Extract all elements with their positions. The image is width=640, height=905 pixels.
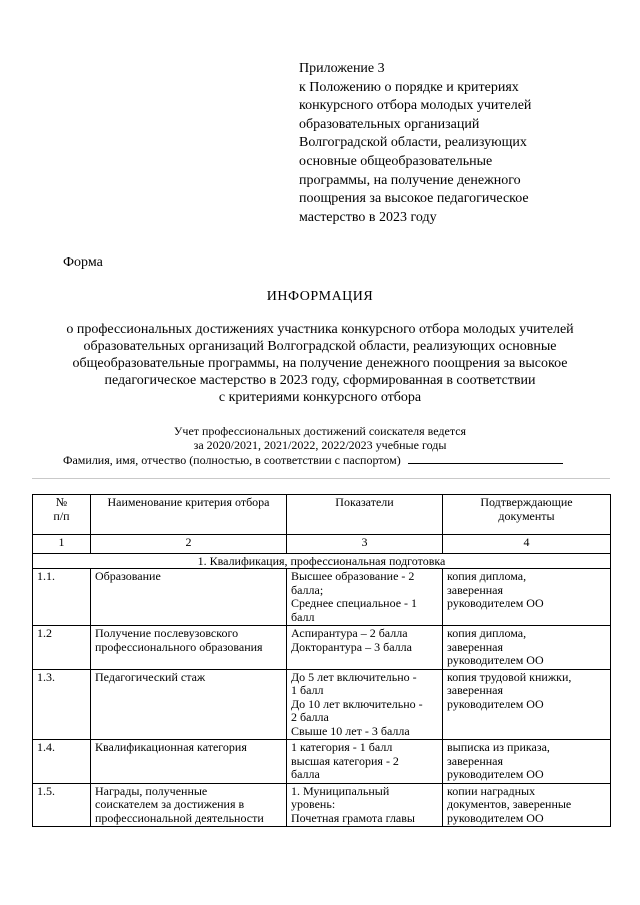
- column-number: 2: [91, 535, 287, 554]
- table-header-row: [33, 495, 611, 535]
- appendix-line: программы, на получение денежного: [299, 172, 521, 188]
- criterion-line: соискателем за достижения в: [95, 797, 245, 811]
- row-num: 1.3.: [33, 669, 91, 740]
- indicator-line: балла: [291, 767, 320, 781]
- appendix-line: мастерство в 2023 году: [299, 209, 437, 225]
- criterion-line: Педагогический стаж: [95, 669, 206, 684]
- subtitle-line: образовательных организаций Волгоградской области, реализующих основные: [83, 339, 557, 354]
- column-number: 1: [33, 535, 91, 554]
- appendix-line: Волгоградской области, реализующих: [299, 135, 527, 151]
- table-row: [33, 783, 611, 827]
- indicator-line: 1 категория - 1 балл: [291, 740, 393, 754]
- row-docs: [443, 569, 611, 626]
- separator-line: [32, 478, 610, 479]
- row-indicators: [287, 626, 443, 670]
- fio-label: Фамилия, имя, отчество (полностью, в соответствии с паспортом): [63, 453, 404, 467]
- row-docs: [443, 669, 611, 740]
- row-docs: [443, 626, 611, 670]
- header-name: Наименование критерия отбора: [91, 495, 287, 535]
- indicator-line: уровень:: [291, 797, 336, 811]
- section-title: 1. Квалификация, профессиональная подготовка: [33, 554, 611, 569]
- column-numbers-row: [33, 535, 611, 554]
- appendix-line: образовательных организаций: [299, 116, 480, 132]
- row-indicators: [287, 740, 443, 784]
- criterion-line: Награды, полученные: [95, 783, 208, 798]
- criterion-line: профессиональной деятельности: [95, 810, 264, 825]
- indicator-line: высшая категория - 2: [291, 753, 399, 768]
- docs-line: руководителем ОО: [447, 696, 544, 711]
- header-num-line: п/п: [53, 508, 70, 523]
- table-row: [33, 626, 611, 670]
- indicator-line: Докторантура – 3 балла: [291, 639, 412, 654]
- row-num: 1.4.: [33, 740, 91, 784]
- docs-line: руководителем ОО: [447, 653, 544, 667]
- appendix-block: [299, 60, 599, 227]
- appendix-line: Приложение 3: [299, 61, 385, 76]
- criterion-line: Образование: [95, 569, 161, 583]
- indicator-line: балл: [291, 609, 315, 624]
- note-line: Учет профессиональных достижений соискателя ведется: [173, 424, 467, 438]
- fio-blank-line[interactable]: [408, 453, 563, 464]
- subtitle-line: о профессиональных достижениях участника конкурсного отбора молодых учителей: [66, 322, 574, 337]
- docs-line: копия диплома,: [447, 626, 527, 640]
- appendix-line: поощрения за высокое педагогическое: [299, 191, 529, 207]
- docs-line: заверенная: [447, 683, 504, 697]
- row-criterion: [91, 783, 287, 827]
- indicator-line: Высшее образование - 2: [291, 569, 415, 583]
- header-num-line: №: [55, 495, 68, 509]
- row-num: 1.2: [33, 626, 91, 670]
- indicator-line: балла;: [291, 582, 324, 597]
- docs-line: документов, заверенные: [447, 797, 572, 811]
- appendix-line: к Положению о порядке и критериях: [299, 79, 519, 95]
- appendix-line: основные общеобразовательные: [299, 153, 493, 169]
- row-num: 1.5.: [33, 783, 91, 827]
- document-subtitle: [30, 321, 610, 406]
- subtitle-line: общеобразовательные программы, на получение денежного поощрения за высокое: [72, 356, 568, 371]
- indicator-line: 1. Муниципальный: [291, 783, 390, 798]
- row-criterion: [91, 569, 287, 626]
- indicator-line: Свыше 10 лет - 3 балла: [291, 723, 410, 738]
- header-docs-line: документы: [498, 508, 555, 523]
- row-indicators: [287, 669, 443, 740]
- row-docs: [443, 740, 611, 784]
- table-row: [33, 569, 611, 626]
- header-indicators: Показатели: [287, 495, 443, 535]
- docs-line: заверенная: [447, 582, 504, 597]
- criterion-line: Квалификационная категория: [95, 740, 247, 754]
- table-row: [33, 669, 611, 740]
- note-line: за 2020/2021, 2021/2022, 2022/2023 учебные годы: [193, 438, 447, 452]
- docs-line: копия трудовой книжки,: [447, 669, 572, 684]
- header-docs-line: Подтверждающие: [480, 495, 573, 509]
- table-row: [33, 740, 611, 784]
- docs-line: копия диплома,: [447, 569, 527, 583]
- form-label: Форма: [63, 255, 103, 270]
- indicator-line: 2 балла: [291, 710, 329, 724]
- subtitle-line: педагогическое мастерство в 2023 году, сформированная в соответствии: [104, 373, 536, 388]
- docs-line: выписка из приказа,: [447, 740, 550, 754]
- row-criterion: [91, 626, 287, 670]
- indicator-line: Среднее специальное - 1: [291, 596, 418, 610]
- criterion-line: профессионального образования: [95, 639, 263, 654]
- header-num: [33, 495, 91, 535]
- docs-line: руководителем ОО: [447, 596, 544, 610]
- column-number: 4: [443, 535, 611, 554]
- docs-line: руководителем ОО: [447, 767, 544, 781]
- indicator-line: Аспирантура – 2 балла: [291, 626, 408, 640]
- criterion-line: Получение послевузовского: [95, 626, 239, 640]
- section-row: [33, 554, 611, 569]
- docs-line: руководителем ОО: [447, 810, 544, 825]
- accounting-note: [0, 424, 640, 452]
- indicator-line: До 10 лет включительно -: [291, 696, 423, 711]
- docs-line: заверенная: [447, 639, 504, 654]
- indicator-line: До 5 лет включительно -: [291, 669, 417, 684]
- appendix-line: конкурсного отбора молодых учителей: [299, 98, 532, 114]
- column-number: 3: [287, 535, 443, 554]
- row-indicators: [287, 783, 443, 827]
- row-indicators: [287, 569, 443, 626]
- indicator-line: 1 балл: [291, 683, 324, 697]
- header-docs: [443, 495, 611, 535]
- criteria-table: [32, 494, 611, 827]
- row-docs: [443, 783, 611, 827]
- docs-line: заверенная: [447, 753, 504, 768]
- fio-field: [63, 453, 563, 468]
- row-num: 1.1.: [33, 569, 91, 626]
- subtitle-line: с критериями конкурсного отбора: [218, 390, 422, 405]
- document-title: ИНФОРМАЦИЯ: [266, 289, 374, 304]
- row-criterion: [91, 669, 287, 740]
- docs-line: копии наградных: [447, 783, 536, 798]
- row-criterion: [91, 740, 287, 784]
- indicator-line: Почетная грамота главы: [291, 810, 415, 825]
